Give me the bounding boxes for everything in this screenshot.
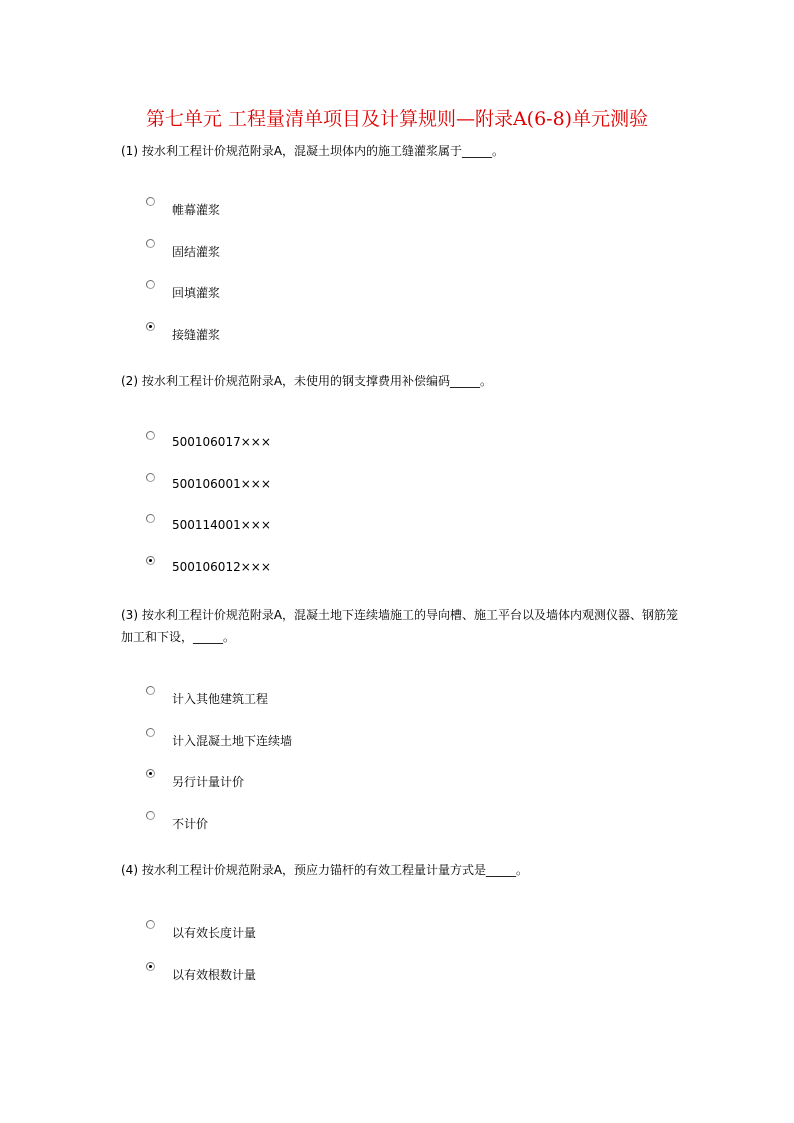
option-label: 500106017×××: [172, 435, 271, 449]
option-label: 500106001×××: [172, 477, 271, 491]
q2-option-1[interactable]: [146, 431, 446, 457]
radio-button[interactable]: [146, 280, 155, 289]
q3-option-3[interactable]: [146, 769, 446, 795]
radio-button-checked[interactable]: [146, 322, 155, 331]
radio-button-checked[interactable]: [146, 769, 155, 778]
page-title: 第七单元 工程量清单项目及计算规则—附录A(6-8)单元测验: [145, 108, 649, 130]
question-2: (2) 按水利工程计价规范附录A，未使用的钢支撑费用补偿编码_____。: [121, 374, 493, 388]
option-label: 帷幕灌浆: [172, 203, 221, 217]
radio-button[interactable]: [146, 239, 155, 248]
option-label: 另行计量计价: [172, 775, 245, 789]
option-label: 回填灌浆: [172, 286, 221, 300]
radio-button[interactable]: [146, 514, 155, 523]
question-3: (3) 按水利工程计价规范附录A，混凝土地下连续墙施工的导向槽、施工平台以及墙体内观测仪器、钢筋笼加工和下设，_____。: [121, 608, 679, 644]
q1-option-3[interactable]: [146, 280, 446, 306]
q1-option-2[interactable]: [146, 239, 446, 265]
radio-button[interactable]: [146, 920, 155, 929]
radio-button[interactable]: [146, 686, 155, 695]
option-label: 以有效根数计量: [172, 968, 257, 982]
radio-button[interactable]: [146, 197, 155, 206]
option-label: 500114001×××: [172, 518, 271, 532]
q2-option-4[interactable]: [146, 556, 446, 582]
radio-button-checked[interactable]: [146, 962, 155, 971]
option-label: 以有效长度计量: [172, 926, 257, 940]
option-label: 500106012×××: [172, 560, 271, 574]
q3-option-1[interactable]: [146, 686, 446, 712]
q1-option-4[interactable]: [146, 322, 446, 348]
option-label: 计入混凝土地下连续墙: [172, 734, 293, 748]
q2-option-3[interactable]: [146, 514, 446, 540]
option-label: 固结灌浆: [172, 245, 221, 259]
radio-button-checked[interactable]: [146, 556, 155, 565]
option-label: 接缝灌浆: [172, 328, 221, 342]
q4-option-2[interactable]: [146, 962, 446, 988]
q1-option-1[interactable]: [146, 197, 446, 223]
q3-option-2[interactable]: [146, 728, 446, 754]
question-4: (4) 按水利工程计价规范附录A，预应力锚杆的有效工程量计量方式是_____。: [121, 863, 529, 877]
option-label: 计入其他建筑工程: [172, 692, 269, 706]
q3-option-4[interactable]: [146, 811, 446, 837]
radio-button[interactable]: [146, 728, 155, 737]
q4-option-1[interactable]: [146, 920, 446, 946]
question-1: (1) 按水利工程计价规范附录A，混凝土坝体内的施工缝灌浆属于_____。: [121, 144, 505, 158]
radio-button[interactable]: [146, 473, 155, 482]
radio-button[interactable]: [146, 431, 155, 440]
q2-option-2[interactable]: [146, 473, 446, 499]
radio-button[interactable]: [146, 811, 155, 820]
option-label: 不计价: [172, 817, 209, 831]
